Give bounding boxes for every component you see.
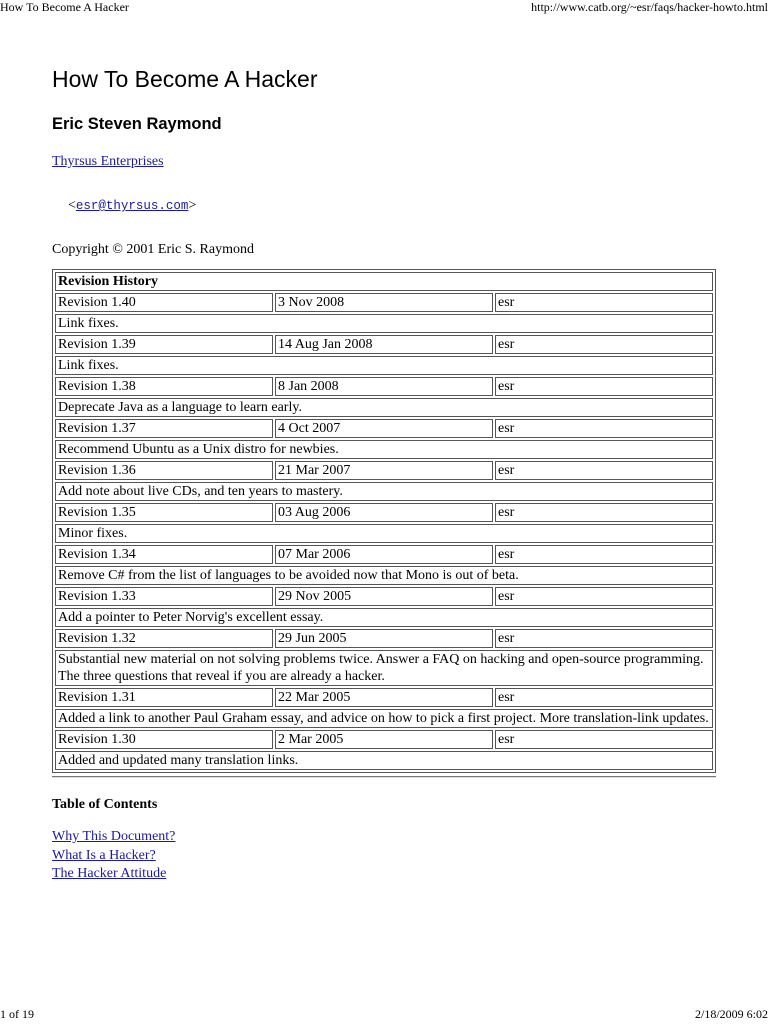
revision-note-row [55,709,713,728]
revision-note-row [55,566,713,585]
revision-row [55,377,713,396]
author-name: Eric Steven Raymond [52,115,222,133]
email-link[interactable]: esr@thyrsus.com [75,199,189,213]
revision-row [55,503,713,522]
toc-list [52,828,716,884]
organization-link[interactable]: Thyrsus Enterprises [52,154,164,169]
revision-author: esr [495,419,713,438]
print-footer-page: 1 of 19 [0,1007,34,1021]
revision-author: esr [495,293,713,312]
revision-note-row [55,524,713,543]
email-open-bracket: < [68,198,76,213]
revision-author: esr [495,545,713,564]
revision-history-header-row [55,272,713,291]
revision-note: Remove C# from the list of languages to be avoided now that Mono is out of beta. [55,566,713,585]
revision-date: 29 Nov 2005 [275,587,493,606]
revision-row [55,587,713,606]
document-content [52,64,716,884]
revision-number: Revision 1.38 [55,377,273,396]
email-close-bracket: > [188,198,197,213]
revision-history-heading: Revision History [55,272,713,291]
revision-note-row [55,356,713,375]
revision-note: Substantial new material on not solving problems twice. Answer a FAQ on hacking and open-source programming. The three questions that reveal if you are already a hacker. [55,650,713,686]
revision-note-row [55,314,713,333]
revision-date: 14 Aug Jan 2008 [275,335,493,354]
revision-note: Link fixes. [55,314,713,333]
revision-author: esr [495,730,713,749]
print-header-url: http://www.catb.org/~esr/faqs/hacker-howto.html [531,0,768,14]
revision-note: Add note about live CDs, and ten years to mastery. [55,482,713,501]
print-header-title: How To Become A Hacker [0,0,129,14]
revision-number: Revision 1.35 [55,503,273,522]
revision-row [55,629,713,648]
revision-date: 21 Mar 2007 [275,461,493,480]
revision-note: Link fixes. [55,356,713,375]
revision-date: 03 Aug 2006 [275,503,493,522]
revision-number: Revision 1.39 [55,335,273,354]
revision-row [55,545,713,564]
revision-date: 2 Mar 2005 [275,730,493,749]
revision-note: Added and updated many translation links. [55,751,713,770]
revision-note: Minor fixes. [55,524,713,543]
revision-author: esr [495,461,713,480]
revision-date: 29 Jun 2005 [275,629,493,648]
toc-link[interactable]: Why This Document? [52,829,176,844]
revision-date: 8 Jan 2008 [275,377,493,396]
revision-number: Revision 1.34 [55,545,273,564]
revision-note: Add a pointer to Peter Norvig's excellent essay. [55,608,713,627]
revision-date: 3 Nov 2008 [275,293,493,312]
revision-number: Revision 1.30 [55,730,273,749]
revision-row [55,461,713,480]
revision-number: Revision 1.31 [55,688,273,707]
print-header [0,0,768,16]
revision-note-row [55,650,713,686]
toc-item [52,828,716,847]
toc-title: Table of Contents [52,797,158,812]
revision-history-table [52,269,716,773]
revision-author: esr [495,335,713,354]
print-footer-timestamp: 2/18/2009 6:02 [694,1007,768,1021]
revision-number: Revision 1.40 [55,293,273,312]
revision-date: 4 Oct 2007 [275,419,493,438]
revision-author: esr [495,377,713,396]
revision-row [55,730,713,749]
revision-row [55,419,713,438]
organization [52,153,716,171]
revision-author: esr [495,503,713,522]
revision-note: Deprecate Java as a language to learn early. [55,398,713,417]
section-divider [52,776,716,778]
revision-date: 07 Mar 2006 [275,545,493,564]
revision-date: 22 Mar 2005 [275,688,493,707]
toc-link[interactable]: The Hacker Attitude [52,866,167,881]
revision-row [55,688,713,707]
toc-item [52,847,716,866]
page-title: How To Become A Hacker [52,66,318,92]
revision-author: esr [495,688,713,707]
revision-note-row [55,482,713,501]
revision-row [55,335,713,354]
revision-number: Revision 1.37 [55,419,273,438]
revision-row [55,293,713,312]
revision-note: Added a link to another Paul Graham essay, and advice on how to pick a first project. More translation-link updates. [55,709,713,728]
toc-link[interactable]: What Is a Hacker? [52,847,156,863]
revision-number: Revision 1.36 [55,461,273,480]
revision-number: Revision 1.32 [55,629,273,648]
revision-note: Recommend Ubuntu as a Unix distro for newbies. [55,440,713,459]
revision-note-row [55,398,713,417]
author-email [68,197,716,215]
revision-note-row [55,751,713,770]
copyright: Copyright © 2001 Eric S. Raymond [52,242,254,257]
revision-note-row [55,440,713,459]
revision-note-row [55,608,713,627]
print-footer [0,1006,768,1024]
revision-author: esr [495,587,713,606]
revision-author: esr [495,629,713,648]
toc-item [52,865,716,884]
revision-number: Revision 1.33 [55,587,273,606]
